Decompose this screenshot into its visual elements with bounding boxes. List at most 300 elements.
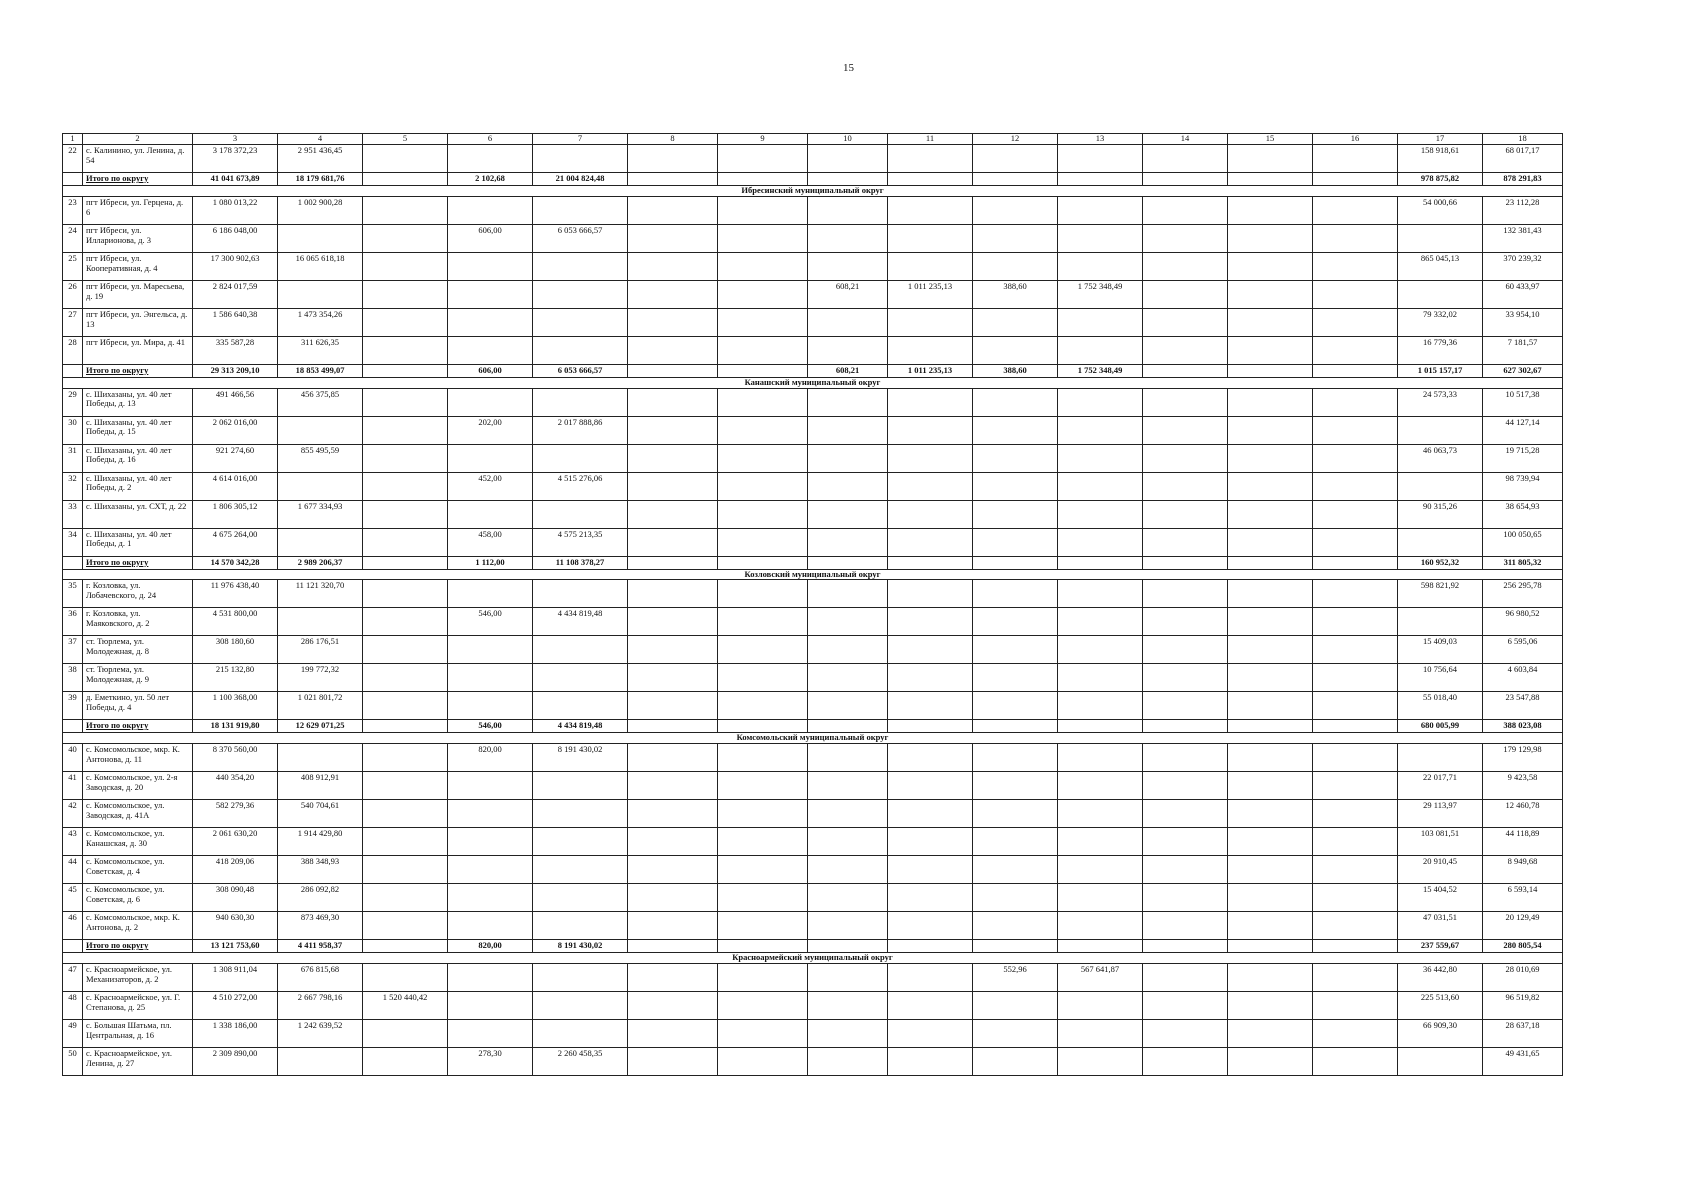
value-cell: 370 239,32: [1483, 252, 1563, 280]
value-cell: 311 626,35: [278, 336, 363, 364]
value-cell: [718, 800, 808, 828]
value-cell: [363, 828, 448, 856]
total-value-cell: 1 752 348,49: [1058, 364, 1143, 377]
total-value-cell: 1 112,00: [448, 556, 533, 569]
total-value-cell: [1313, 556, 1398, 569]
total-value-cell: [888, 720, 973, 733]
value-cell: [363, 500, 448, 528]
address-cell: с. Комсомольское, мкр. К. Антонова, д. 11: [83, 744, 193, 772]
value-cell: [1058, 472, 1143, 500]
value-cell: [718, 884, 808, 912]
address-cell: с. Комсомольское, ул. Советская, д. 4: [83, 856, 193, 884]
value-cell: [973, 252, 1058, 280]
value-cell: [533, 636, 628, 664]
column-number: 5: [363, 134, 448, 145]
total-value-cell: [1313, 720, 1398, 733]
value-cell: [1228, 1019, 1313, 1047]
district-name: Канашский муниципальный округ: [63, 377, 1563, 388]
value-cell: [1228, 388, 1313, 416]
value-cell: [1313, 884, 1398, 912]
value-cell: 1 080 013,22: [193, 196, 278, 224]
value-cell: [1058, 608, 1143, 636]
value-cell: 20 129,49: [1483, 912, 1563, 940]
value-cell: 388,60: [973, 280, 1058, 308]
value-cell: 552,96: [973, 963, 1058, 991]
value-cell: 408 912,91: [278, 772, 363, 800]
value-cell: 4 515 276,06: [533, 472, 628, 500]
total-value-cell: 18 853 499,07: [278, 364, 363, 377]
value-cell: [1313, 388, 1398, 416]
value-cell: [718, 145, 808, 173]
district-header-row: [63, 186, 1563, 197]
total-value-cell: [628, 173, 718, 186]
value-cell: [628, 444, 718, 472]
district-total-row: [63, 556, 1563, 569]
total-value-cell: [628, 364, 718, 377]
value-cell: [628, 472, 718, 500]
value-cell: [888, 884, 973, 912]
value-cell: [808, 500, 888, 528]
row-number: 28: [63, 336, 83, 364]
value-cell: [363, 472, 448, 500]
value-cell: [1143, 308, 1228, 336]
value-cell: [1228, 500, 1313, 528]
value-cell: [628, 772, 718, 800]
value-cell: [888, 912, 973, 940]
value-cell: [1228, 608, 1313, 636]
value-cell: 1 100 368,00: [193, 692, 278, 720]
value-cell: [718, 416, 808, 444]
value-cell: [1143, 912, 1228, 940]
address-cell: пгт Ибреси, ул. Кооперативная, д. 4: [83, 252, 193, 280]
value-cell: [1313, 500, 1398, 528]
total-value-cell: 11 108 378,27: [533, 556, 628, 569]
value-cell: [888, 828, 973, 856]
value-cell: [628, 280, 718, 308]
value-cell: [1228, 280, 1313, 308]
address-cell: с. Комсомольское, ул. Советская, д. 6: [83, 884, 193, 912]
value-cell: [363, 252, 448, 280]
value-cell: [1058, 444, 1143, 472]
value-cell: 4 603,84: [1483, 664, 1563, 692]
value-cell: [973, 388, 1058, 416]
value-cell: [533, 963, 628, 991]
value-cell: [1058, 828, 1143, 856]
row-number: 30: [63, 416, 83, 444]
value-cell: [1313, 336, 1398, 364]
value-cell: 158 918,61: [1398, 145, 1483, 173]
table-row: [63, 828, 1563, 856]
value-cell: [1313, 416, 1398, 444]
value-cell: [718, 912, 808, 940]
total-value-cell: [973, 173, 1058, 186]
value-cell: 90 315,26: [1398, 500, 1483, 528]
value-cell: [808, 828, 888, 856]
table-row: [63, 252, 1563, 280]
total-value-cell: 680 005,99: [1398, 720, 1483, 733]
table-row: [63, 308, 1563, 336]
value-cell: 179 129,98: [1483, 744, 1563, 772]
column-number: 15: [1228, 134, 1313, 145]
value-cell: [448, 828, 533, 856]
value-cell: [628, 416, 718, 444]
value-cell: 12 460,78: [1483, 800, 1563, 828]
value-cell: [1058, 912, 1143, 940]
total-value-cell: 608,21: [808, 364, 888, 377]
value-cell: 98 739,94: [1483, 472, 1563, 500]
value-cell: 15 409,03: [1398, 636, 1483, 664]
value-cell: 2 309 890,00: [193, 1047, 278, 1075]
value-cell: 456 375,85: [278, 388, 363, 416]
value-cell: 6 053 666,57: [533, 224, 628, 252]
page-number: 15: [843, 62, 854, 74]
value-cell: [1228, 912, 1313, 940]
value-cell: [448, 636, 533, 664]
value-cell: [718, 528, 808, 556]
value-cell: [1143, 744, 1228, 772]
value-cell: [1228, 884, 1313, 912]
table-row: [63, 416, 1563, 444]
value-cell: 79 332,02: [1398, 308, 1483, 336]
value-cell: [973, 416, 1058, 444]
value-cell: [1058, 252, 1143, 280]
value-cell: [808, 388, 888, 416]
value-cell: 44 118,89: [1483, 828, 1563, 856]
value-cell: [808, 1019, 888, 1047]
value-cell: [718, 308, 808, 336]
value-cell: [1058, 884, 1143, 912]
table-row: [63, 196, 1563, 224]
value-cell: [1313, 608, 1398, 636]
value-cell: [448, 336, 533, 364]
value-cell: 676 815,68: [278, 963, 363, 991]
value-cell: [278, 608, 363, 636]
value-cell: 22 017,71: [1398, 772, 1483, 800]
value-cell: 4 614 016,00: [193, 472, 278, 500]
address-cell: с. Шихазаны, ул. 40 лет Победы, д. 2: [83, 472, 193, 500]
district-header-row: [63, 569, 1563, 580]
row-number: 39: [63, 692, 83, 720]
value-cell: [718, 991, 808, 1019]
value-cell: [1398, 1047, 1483, 1075]
value-cell: [973, 500, 1058, 528]
value-cell: [888, 308, 973, 336]
value-cell: [278, 224, 363, 252]
value-cell: [888, 252, 973, 280]
total-value-cell: 280 805,54: [1483, 940, 1563, 953]
value-cell: [1398, 416, 1483, 444]
total-label: Итого по округу: [83, 720, 193, 733]
value-cell: [808, 963, 888, 991]
total-value-cell: 12 629 071,25: [278, 720, 363, 733]
value-cell: 66 909,30: [1398, 1019, 1483, 1047]
table-row: [63, 856, 1563, 884]
value-cell: 4 510 272,00: [193, 991, 278, 1019]
table-row: [63, 636, 1563, 664]
value-cell: 60 433,97: [1483, 280, 1563, 308]
value-cell: [1228, 963, 1313, 991]
value-cell: [533, 196, 628, 224]
value-cell: [888, 608, 973, 636]
value-cell: 4 434 819,48: [533, 608, 628, 636]
value-cell: [718, 224, 808, 252]
value-cell: [973, 528, 1058, 556]
value-cell: [533, 252, 628, 280]
value-cell: [718, 280, 808, 308]
value-cell: [1313, 744, 1398, 772]
value-cell: 28 010,69: [1483, 963, 1563, 991]
value-cell: [533, 800, 628, 828]
value-cell: 38 654,93: [1483, 500, 1563, 528]
value-cell: [808, 472, 888, 500]
total-value-cell: [628, 940, 718, 953]
column-number: 18: [1483, 134, 1563, 145]
value-cell: 16 065 618,18: [278, 252, 363, 280]
column-number: 10: [808, 134, 888, 145]
value-cell: [718, 856, 808, 884]
total-value-cell: 41 041 673,89: [193, 173, 278, 186]
value-cell: 11 976 438,40: [193, 580, 278, 608]
total-value-cell: 29 313 209,10: [193, 364, 278, 377]
value-cell: 308 090,48: [193, 884, 278, 912]
value-cell: [1143, 692, 1228, 720]
value-cell: [973, 884, 1058, 912]
value-cell: [1143, 224, 1228, 252]
total-blank-cell: [63, 720, 83, 733]
value-cell: [628, 252, 718, 280]
address-cell: пгт Ибреси, ул. Герцена, д. 6: [83, 196, 193, 224]
value-cell: [363, 196, 448, 224]
value-cell: [363, 145, 448, 173]
total-label: Итого по округу: [83, 556, 193, 569]
table-row: [63, 963, 1563, 991]
value-cell: 9 423,58: [1483, 772, 1563, 800]
row-number: 50: [63, 1047, 83, 1075]
value-cell: [533, 692, 628, 720]
value-cell: [1058, 528, 1143, 556]
value-cell: [533, 1019, 628, 1047]
value-cell: [363, 692, 448, 720]
value-cell: [718, 252, 808, 280]
value-cell: 199 772,32: [278, 664, 363, 692]
value-cell: [808, 444, 888, 472]
value-cell: [1313, 856, 1398, 884]
table-row: [63, 336, 1563, 364]
value-cell: [1228, 308, 1313, 336]
total-label: Итого по округу: [83, 940, 193, 953]
value-cell: [1143, 884, 1228, 912]
total-value-cell: 21 004 824,48: [533, 173, 628, 186]
value-cell: 2 260 458,35: [533, 1047, 628, 1075]
value-cell: [1143, 991, 1228, 1019]
value-cell: 19 715,28: [1483, 444, 1563, 472]
value-cell: [888, 416, 973, 444]
row-number: 31: [63, 444, 83, 472]
value-cell: [888, 196, 973, 224]
value-cell: 940 630,30: [193, 912, 278, 940]
value-cell: [718, 1047, 808, 1075]
value-cell: [973, 744, 1058, 772]
value-cell: [363, 308, 448, 336]
table-row: [63, 692, 1563, 720]
value-cell: [363, 1019, 448, 1047]
value-cell: [1143, 336, 1228, 364]
value-cell: [808, 196, 888, 224]
total-value-cell: 627 302,67: [1483, 364, 1563, 377]
value-cell: 202,00: [448, 416, 533, 444]
total-blank-cell: [63, 173, 83, 186]
total-value-cell: 4 434 819,48: [533, 720, 628, 733]
address-cell: с. Шихазаны, ул. 40 лет Победы, д. 16: [83, 444, 193, 472]
value-cell: 2 061 630,20: [193, 828, 278, 856]
value-cell: [363, 608, 448, 636]
address-cell: с. Комсомольское, ул. Канашская, д. 30: [83, 828, 193, 856]
value-cell: 225 513,60: [1398, 991, 1483, 1019]
value-cell: [1228, 196, 1313, 224]
district-total-row: [63, 940, 1563, 953]
total-value-cell: [718, 173, 808, 186]
value-cell: [1143, 252, 1228, 280]
value-cell: [888, 472, 973, 500]
value-cell: [1313, 636, 1398, 664]
total-label: Итого по округу: [83, 364, 193, 377]
value-cell: [973, 308, 1058, 336]
value-cell: 215 132,80: [193, 664, 278, 692]
column-number: 12: [973, 134, 1058, 145]
row-number: 35: [63, 580, 83, 608]
value-cell: [363, 416, 448, 444]
value-cell: 452,00: [448, 472, 533, 500]
value-cell: 546,00: [448, 608, 533, 636]
value-cell: 286 092,82: [278, 884, 363, 912]
value-cell: [888, 224, 973, 252]
value-cell: [363, 884, 448, 912]
value-cell: 23 547,88: [1483, 692, 1563, 720]
value-cell: [718, 608, 808, 636]
value-cell: 855 495,59: [278, 444, 363, 472]
value-cell: [808, 308, 888, 336]
value-cell: 567 641,87: [1058, 963, 1143, 991]
value-cell: [888, 692, 973, 720]
row-number: 29: [63, 388, 83, 416]
table-row: [63, 800, 1563, 828]
value-cell: [363, 800, 448, 828]
value-cell: [973, 580, 1058, 608]
value-cell: 54 000,66: [1398, 196, 1483, 224]
value-cell: [718, 828, 808, 856]
value-cell: [448, 800, 533, 828]
value-cell: [1143, 1047, 1228, 1075]
table-row: [63, 608, 1563, 636]
value-cell: [1143, 636, 1228, 664]
address-cell: с. Шихазаны, ул. 40 лет Победы, д. 1: [83, 528, 193, 556]
value-cell: 132 381,43: [1483, 224, 1563, 252]
value-cell: [1143, 528, 1228, 556]
row-number: 38: [63, 664, 83, 692]
total-value-cell: [1058, 173, 1143, 186]
table-row: [63, 472, 1563, 500]
value-cell: [278, 416, 363, 444]
value-cell: 96 519,82: [1483, 991, 1563, 1019]
value-cell: 606,00: [448, 224, 533, 252]
total-value-cell: [363, 173, 448, 186]
value-cell: [973, 1019, 1058, 1047]
value-cell: [718, 664, 808, 692]
value-cell: [1143, 608, 1228, 636]
total-value-cell: [1313, 940, 1398, 953]
value-cell: 2 062 016,00: [193, 416, 278, 444]
value-cell: [448, 884, 533, 912]
total-value-cell: [888, 173, 973, 186]
value-cell: [1058, 1019, 1143, 1047]
value-cell: [808, 884, 888, 912]
value-cell: [718, 963, 808, 991]
value-cell: [628, 1047, 718, 1075]
value-cell: [1313, 828, 1398, 856]
value-cell: [1313, 1019, 1398, 1047]
column-number: 6: [448, 134, 533, 145]
value-cell: [628, 636, 718, 664]
value-cell: 1 308 911,04: [193, 963, 278, 991]
value-cell: [628, 692, 718, 720]
value-cell: [278, 472, 363, 500]
address-cell: с. Шихазаны, ул. 40 лет Победы, д. 13: [83, 388, 193, 416]
value-cell: [448, 991, 533, 1019]
value-cell: [448, 772, 533, 800]
value-cell: [718, 336, 808, 364]
total-value-cell: [1228, 940, 1313, 953]
value-cell: [1143, 280, 1228, 308]
value-cell: [1058, 800, 1143, 828]
value-cell: [973, 145, 1058, 173]
value-cell: [1228, 1047, 1313, 1075]
value-cell: [448, 444, 533, 472]
value-cell: [1058, 692, 1143, 720]
value-cell: 3 178 372,23: [193, 145, 278, 173]
value-cell: [448, 500, 533, 528]
value-cell: 820,00: [448, 744, 533, 772]
total-value-cell: [973, 556, 1058, 569]
value-cell: [448, 196, 533, 224]
district-total-row: [63, 364, 1563, 377]
value-cell: [628, 528, 718, 556]
value-cell: [808, 800, 888, 828]
value-cell: 921 274,60: [193, 444, 278, 472]
address-cell: пгт Ибреси, ул. Илларионова, д. 3: [83, 224, 193, 252]
value-cell: [1143, 963, 1228, 991]
value-cell: [1143, 416, 1228, 444]
value-cell: [1058, 580, 1143, 608]
value-cell: [448, 692, 533, 720]
value-cell: [973, 224, 1058, 252]
value-cell: [628, 800, 718, 828]
table-row: [63, 388, 1563, 416]
value-cell: [808, 336, 888, 364]
value-cell: [363, 336, 448, 364]
value-cell: [808, 145, 888, 173]
value-cell: 2 824 017,59: [193, 280, 278, 308]
total-value-cell: 237 559,67: [1398, 940, 1483, 953]
value-cell: [1313, 692, 1398, 720]
budget-table: [62, 133, 1563, 1076]
row-number: 44: [63, 856, 83, 884]
value-cell: [1313, 224, 1398, 252]
value-cell: [628, 336, 718, 364]
value-cell: 1 752 348,49: [1058, 280, 1143, 308]
value-cell: [808, 416, 888, 444]
value-cell: [973, 608, 1058, 636]
value-cell: [363, 963, 448, 991]
